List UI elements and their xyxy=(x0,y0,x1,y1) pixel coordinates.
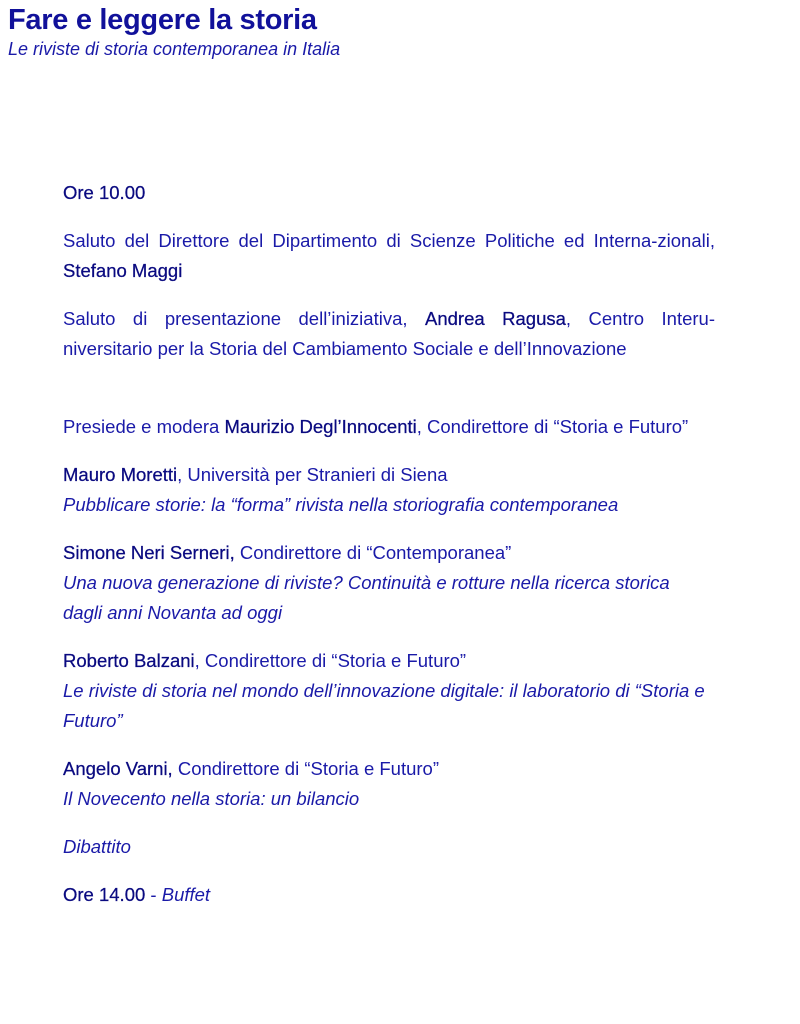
greeting-presentation-name: Andrea Ragusa xyxy=(425,308,566,329)
speaker-talk-title: Una nuova generazione di riviste? Continuità e rotture nella ricerca storica dagli anni Novanta ad oggi xyxy=(63,572,670,623)
speaker-item xyxy=(63,538,715,628)
speaker-name: Mauro Moretti xyxy=(63,464,178,485)
program-content xyxy=(63,178,715,910)
closing-time: Ore 14.00 xyxy=(63,884,146,905)
speaker-line xyxy=(63,538,715,568)
speaker-talk-title: Le riviste di storia nel mondo dell’innovazione digitale: il laboratorio di “Storia e Futuro” xyxy=(63,680,705,731)
closing-label: Buffet xyxy=(161,884,211,905)
speaker-item xyxy=(63,646,715,736)
speaker-talk-title: Pubblicare storie: la “forma” rivista nella storiografia contemporanea xyxy=(63,494,619,515)
chair xyxy=(63,412,715,442)
speaker-talk-title: Il Novecento nella storia: un bilancio xyxy=(63,788,360,809)
chair-text: Presiede e modera xyxy=(63,416,225,437)
greeting-presentation-affiliation: , Centro Interu-niversitario per la Storia del Cambiamento Sociale e dell’Innovazione xyxy=(63,308,715,359)
speaker-line xyxy=(63,460,715,490)
greeting-presentation-text: Saluto di presentazione dell’iniziativa, xyxy=(63,308,425,329)
document-title: Fare e leggere la storia xyxy=(8,4,317,36)
greeting-director-name: Stefano Maggi xyxy=(63,260,183,281)
document-subtitle: Le riviste di storia contemporanea in Italia xyxy=(8,39,341,59)
speaker-line xyxy=(63,754,715,784)
speaker-item xyxy=(63,754,715,814)
speaker-name: Angelo Varni, xyxy=(63,758,173,779)
speaker-line xyxy=(63,646,715,676)
closing-separator: - xyxy=(145,884,162,905)
speaker-affiliation: Condirettore di “Storia e Futuro” xyxy=(172,758,440,779)
speaker-name: Roberto Balzani xyxy=(63,650,195,671)
debate-label: Dibattito xyxy=(63,836,131,857)
document-header xyxy=(8,2,340,60)
speaker-item xyxy=(63,460,715,520)
start-time: Ore 10.00 xyxy=(63,182,146,203)
greeting-director xyxy=(63,226,715,286)
greeting-director-text: Saluto del Direttore del Dipartimento di Scienze Politiche ed Interna-zionali, xyxy=(63,230,715,251)
speaker-affiliation: , Condirettore di “Storia e Futuro” xyxy=(194,650,467,671)
closing-line xyxy=(63,880,715,910)
speaker-affiliation: , Università per Stranieri di Siena xyxy=(177,464,448,485)
speaker-affiliation: Condirettore di “Contemporanea” xyxy=(234,542,512,563)
chair-role: , Condirettore di “Storia e Futuro” xyxy=(416,416,689,437)
greeting-presentation xyxy=(63,304,715,364)
chair-name: Maurizio Degl’Innocenti xyxy=(224,416,417,437)
speaker-name: Simone Neri Serneri, xyxy=(63,542,235,563)
